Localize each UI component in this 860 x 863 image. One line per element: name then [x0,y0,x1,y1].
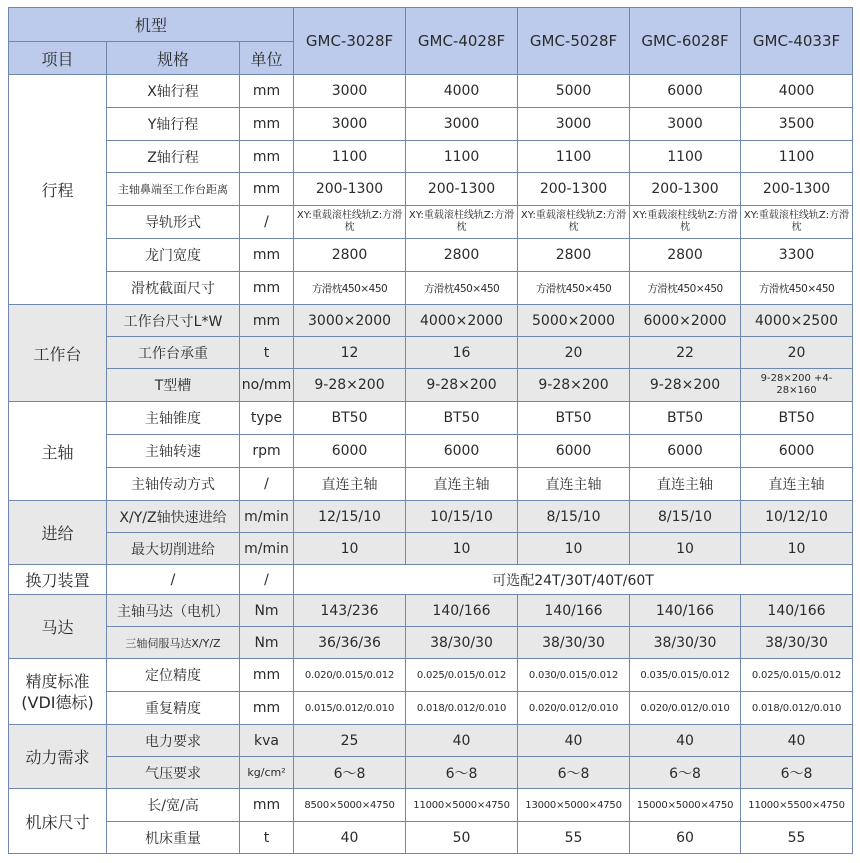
value-cell: 6000 [630,435,741,468]
value-cell: 11000×5000×4750 [406,789,518,822]
value-cell: 10/12/10 [741,501,853,533]
table-row [9,595,853,627]
unit-cell: Nm [240,595,294,627]
unit-cell: / [240,565,294,595]
value-cell: 9-28×200 [294,369,406,402]
category-cell: 换刀装置 [9,565,107,595]
value-cell: 2800 [294,239,406,272]
table-row [9,369,853,402]
unit-label: 单位 [240,42,294,75]
unit-cell: kg/cm² [240,757,294,789]
unit-cell: rpm [240,435,294,468]
spec-cell: 主轴传动方式 [107,468,240,501]
value-cell: 0.015/0.012/0.010 [294,692,406,725]
table-row [9,659,853,692]
value-cell: XY:重载滚柱线轨Z:方滑枕 [741,206,853,239]
value-cell: 6～8 [741,757,853,789]
spec-cell: 主轴锥度 [107,402,240,435]
table-row [9,725,853,757]
unit-cell: mm [240,173,294,206]
value-cell: BT50 [741,402,853,435]
value-cell: 3000 [294,108,406,141]
value-cell: 方滑枕450×450 [630,272,741,305]
value-cell: 143/236 [294,595,406,627]
unit-cell: t [240,822,294,854]
unit-cell: type [240,402,294,435]
unit-cell: mm [240,789,294,822]
value-cell: 38/30/30 [741,627,853,659]
value-cell: 1100 [518,141,630,173]
unit-cell: / [240,206,294,239]
spec-label: 规格 [107,42,240,75]
value-cell: 4000 [741,75,853,108]
value-cell: 4000×2000 [406,305,518,337]
spec-cell: 主轴马达（电机） [107,595,240,627]
value-cell: 0.025/0.015/0.012 [406,659,518,692]
unit-cell: mm [240,305,294,337]
spec-cell: / [107,565,240,595]
value-cell: 22 [630,337,741,369]
value-cell: BT50 [630,402,741,435]
value-cell: 6000 [518,435,630,468]
unit-cell: m/min [240,501,294,533]
spec-cell: 最大切削进给 [107,533,240,565]
value-cell: 3300 [741,239,853,272]
spec-cell: 机床重量 [107,822,240,854]
value-cell: 10 [630,533,741,565]
spec-table [8,7,853,854]
table-row [9,822,853,854]
unit-cell: mm [240,108,294,141]
table-row [9,141,853,173]
value-cell: XY:重载滚柱线轨Z:方滑枕 [294,206,406,239]
table-row [9,337,853,369]
unit-cell: mm [240,659,294,692]
value-cell: 直连主轴 [294,468,406,501]
value-cell: 8/15/10 [518,501,630,533]
value-cell: 3000 [294,75,406,108]
unit-cell: kva [240,725,294,757]
spec-cell: T型槽 [107,369,240,402]
value-cell: 2800 [406,239,518,272]
table-row [9,533,853,565]
spec-cell: X轴行程 [107,75,240,108]
value-cell: 200-1300 [406,173,518,206]
spec-cell: 工作台尺寸L*W [107,305,240,337]
spec-cell: 气压要求 [107,757,240,789]
value-cell: 8/15/10 [630,501,741,533]
value-cell: 0.018/0.012/0.010 [406,692,518,725]
value-cell: 38/30/30 [518,627,630,659]
table-row [9,272,853,305]
value-cell: 1100 [741,141,853,173]
value-cell: XY:重载滚柱线轨Z:方滑枕 [406,206,518,239]
value-cell: 3000 [630,108,741,141]
category-cell: 主轴 [9,402,107,501]
spec-cell: Y轴行程 [107,108,240,141]
unit-cell: mm [240,272,294,305]
value-cell: 16 [406,337,518,369]
spec-cell: 定位精度 [107,659,240,692]
value-cell: 5000×2000 [518,305,630,337]
value-cell: 0.025/0.015/0.012 [741,659,853,692]
value-cell: 0.020/0.015/0.012 [294,659,406,692]
spec-cell: 主轴转速 [107,435,240,468]
value-cell: 25 [294,725,406,757]
model-header: GMC-3028F [294,8,406,75]
table-row [9,757,853,789]
category-cell: 机床尺寸 [9,789,107,854]
table-row [9,468,853,501]
unit-cell: / [240,468,294,501]
table-row [9,305,853,337]
value-cell: 6～8 [406,757,518,789]
value-cell: 9-28×200 [406,369,518,402]
value-cell: 8500×5000×4750 [294,789,406,822]
unit-cell: mm [240,75,294,108]
model-header: GMC-4033F [741,8,853,75]
value-cell: XY:重载滚柱线轨Z:方滑枕 [630,206,741,239]
value-cell: 40 [406,725,518,757]
value-cell: 9-28×200 +4-28×160 [741,369,853,402]
spec-cell: 电力要求 [107,725,240,757]
value-cell: 12 [294,337,406,369]
value-cell: 55 [518,822,630,854]
value-cell: 1100 [294,141,406,173]
table-row [9,75,853,108]
value-cell: 10 [294,533,406,565]
unit-cell: no/mm [240,369,294,402]
value-cell: 直连主轴 [406,468,518,501]
value-cell: 6000 [406,435,518,468]
value-cell: 方滑枕450×450 [741,272,853,305]
value-cell: 20 [741,337,853,369]
category-cell: 精度标准 (VDI德标) [9,659,107,725]
value-cell: 2800 [518,239,630,272]
value-cell: 38/30/30 [630,627,741,659]
category-cell: 进给 [9,501,107,565]
value-cell: 6～8 [518,757,630,789]
value-cell: 3000 [518,108,630,141]
unit-cell: mm [240,141,294,173]
spec-cell: 主轴鼻端至工作台距离 [107,173,240,206]
category-cell: 行程 [9,75,107,305]
table-row [9,501,853,533]
category-cell: 马达 [9,595,107,659]
value-cell: 140/166 [741,595,853,627]
value-cell: 1100 [630,141,741,173]
value-cell: BT50 [518,402,630,435]
value-cell: 4000 [406,75,518,108]
table-row [9,402,853,435]
value-cell: 40 [630,725,741,757]
value-cell: 6000 [630,75,741,108]
value-cell: 9-28×200 [630,369,741,402]
value-cell: 直连主轴 [518,468,630,501]
value-cell: 3000×2000 [294,305,406,337]
unit-cell: t [240,337,294,369]
model-header: GMC-5028F [518,8,630,75]
value-cell: 15000×5000×4750 [630,789,741,822]
value-cell: 方滑枕450×450 [406,272,518,305]
value-cell: 12/15/10 [294,501,406,533]
value-cell: 2800 [630,239,741,272]
spec-cell: 长/宽/高 [107,789,240,822]
value-cell: XY:重载滚柱线轨Z:方滑枕 [518,206,630,239]
spec-cell: 三轴伺服马达X/Y/Z [107,627,240,659]
value-cell: 0.020/0.012/0.010 [630,692,741,725]
value-cell: 60 [630,822,741,854]
value-cell: 6～8 [630,757,741,789]
value-cell: 1100 [406,141,518,173]
value-cell: 0.030/0.015/0.012 [518,659,630,692]
category-cell: 动力需求 [9,725,107,789]
spec-cell: 龙门宽度 [107,239,240,272]
value-cell: 38/30/30 [406,627,518,659]
category-cell: 工作台 [9,305,107,402]
value-cell: 200-1300 [630,173,741,206]
value-cell: 5000 [518,75,630,108]
unit-cell: mm [240,239,294,272]
spec-cell: 导轨形式 [107,206,240,239]
value-cell: 36/36/36 [294,627,406,659]
value-cell: 直连主轴 [741,468,853,501]
value-cell: BT50 [406,402,518,435]
value-cell: 50 [406,822,518,854]
value-cell: 140/166 [406,595,518,627]
value-cell: 可选配24T/30T/40T/60T [294,565,853,595]
value-cell: 0.018/0.012/0.010 [741,692,853,725]
value-cell: 方滑枕450×450 [518,272,630,305]
table-row [9,206,853,239]
value-cell: 6000 [294,435,406,468]
value-cell: 6～8 [294,757,406,789]
value-cell: 4000×2500 [741,305,853,337]
value-cell: 13000×5000×4750 [518,789,630,822]
spec-cell: 工作台承重 [107,337,240,369]
unit-cell: Nm [240,627,294,659]
unit-cell: mm [240,692,294,725]
value-cell: 140/166 [518,595,630,627]
value-cell: 200-1300 [294,173,406,206]
value-cell: 3500 [741,108,853,141]
value-cell: 10 [406,533,518,565]
spec-cell: 重复精度 [107,692,240,725]
value-cell: 200-1300 [518,173,630,206]
table-row [9,173,853,206]
value-cell: 0.035/0.015/0.012 [630,659,741,692]
unit-cell: m/min [240,533,294,565]
value-cell: 11000×5500×4750 [741,789,853,822]
table-row [9,692,853,725]
value-cell: 3000 [406,108,518,141]
table-row [9,108,853,141]
value-cell: 10 [741,533,853,565]
spec-cell: 滑枕截面尺寸 [107,272,240,305]
table-row [9,239,853,272]
spec-cell: X/Y/Z轴快速进给 [107,501,240,533]
value-cell: 方滑枕450×450 [294,272,406,305]
value-cell: BT50 [294,402,406,435]
table-row [9,565,853,595]
value-cell: 10/15/10 [406,501,518,533]
table-row [9,435,853,468]
item-label: 项目 [9,42,107,75]
model-header: GMC-4028F [406,8,518,75]
value-cell: 直连主轴 [630,468,741,501]
value-cell: 40 [741,725,853,757]
value-cell: 40 [518,725,630,757]
value-cell: 40 [294,822,406,854]
value-cell: 140/166 [630,595,741,627]
value-cell: 200-1300 [741,173,853,206]
value-cell: 6000×2000 [630,305,741,337]
value-cell: 9-28×200 [518,369,630,402]
value-cell: 55 [741,822,853,854]
value-cell: 0.020/0.012/0.010 [518,692,630,725]
value-cell: 6000 [741,435,853,468]
model-label: 机型 [9,8,294,42]
table-row [9,627,853,659]
model-header: GMC-6028F [630,8,741,75]
spec-cell: Z轴行程 [107,141,240,173]
table-row [9,789,853,822]
value-cell: 10 [518,533,630,565]
value-cell: 20 [518,337,630,369]
